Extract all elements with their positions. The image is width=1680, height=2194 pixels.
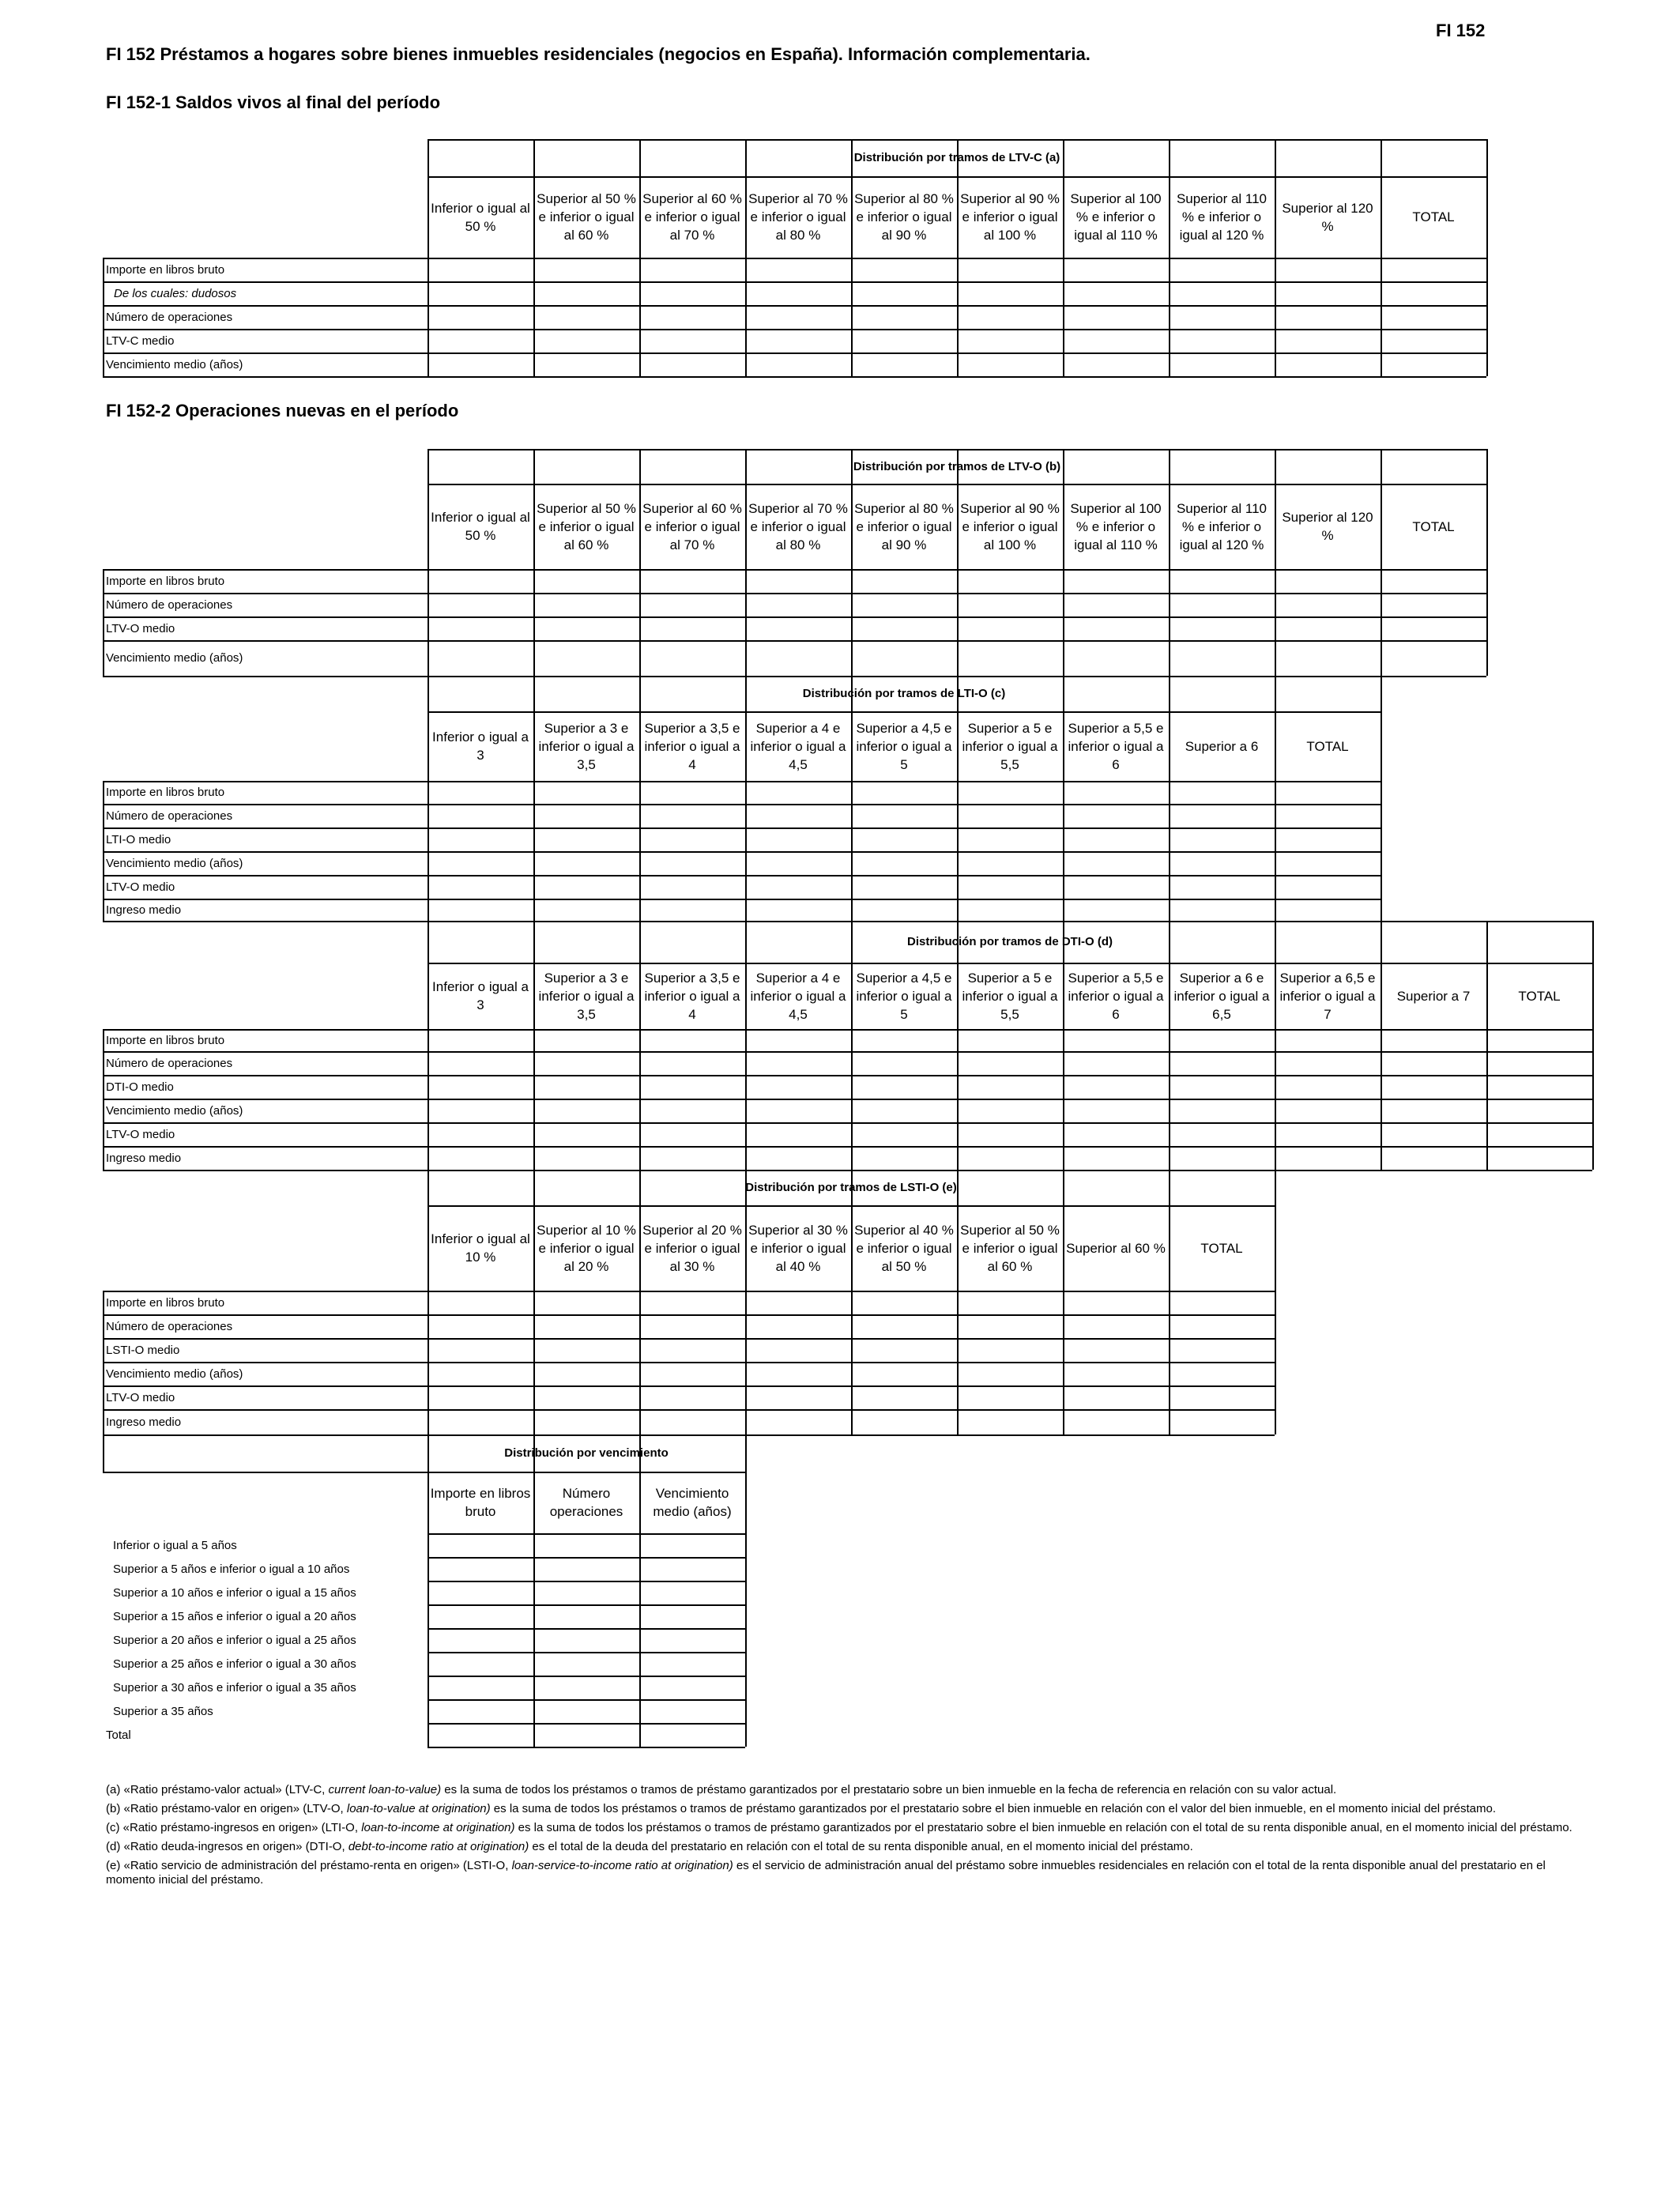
footnotes	[106, 1783, 1591, 1892]
ltvo-row-line	[103, 593, 1486, 594]
lstio-col-header-7: TOTAL	[1200, 1240, 1243, 1256]
ltvo-col-header-0: Inferior o igual al 50 %	[431, 510, 530, 543]
ltvo-col-line	[1063, 449, 1064, 676]
ltio-row-line	[103, 851, 1381, 853]
dtio-col-line	[745, 921, 747, 1170]
ltvc-col-line	[851, 139, 853, 376]
page-title: FI 152 Préstamos a hogares sobre bienes inmuebles residenciales (negocios en España). Información complementaria.	[106, 44, 1090, 64]
ltvc-col-line	[1275, 139, 1276, 376]
ltvc-col-line	[639, 139, 641, 376]
ltio-col-line	[1063, 676, 1064, 921]
lstio-row-line	[103, 1362, 1275, 1363]
venc-left-border	[103, 1434, 104, 1472]
form-code: FI 152	[1436, 21, 1486, 40]
dtio-header-bottom	[103, 1029, 1592, 1031]
ltvc-col-line	[428, 139, 429, 376]
ltvc-col-header-2: Superior al 60 % e inferior o igual al 70 %	[642, 191, 742, 243]
dtio-row-label: Importe en libros bruto	[106, 1033, 225, 1047]
lstio-row-label: Vencimiento medio (años)	[106, 1367, 243, 1381]
venc-col-line	[428, 1434, 429, 1747]
ltvc-col-header-5: Superior al 90 % e inferior o igual al 100 %	[960, 191, 1060, 243]
dtio-row-line	[103, 1146, 1592, 1148]
venc-col-line	[745, 1434, 747, 1747]
venc-row-label: Superior a 15 años e inferior o igual a 20 años	[113, 1609, 356, 1623]
ltio-row-line	[103, 827, 1381, 829]
dtio-row-label: Vencimiento medio (años)	[106, 1103, 243, 1118]
ltio-col-line	[533, 676, 535, 921]
ltio-row-label: Vencimiento medio (años)	[106, 856, 243, 870]
lstio-col-header-4: Superior al 40 % e inferior o igual al 50 %	[854, 1222, 954, 1274]
ltvo-col-line	[428, 449, 429, 676]
ltvc-col-line	[1381, 139, 1382, 376]
venc-row-line	[428, 1747, 745, 1748]
footnote-d: (d) «Ratio deuda-ingresos en origen» (DTI-O, debt-to-income ratio at origination) es el total de la deuda del prestatario en relación con el total de su renta disponible anual, en el momento inicial del préstamo.	[106, 1840, 1193, 1853]
ltvo-col-line	[1381, 449, 1382, 676]
lstio-col-header-1: Superior al 10 % e inferior o igual al 20 %	[537, 1222, 636, 1274]
venc-row-line	[428, 1628, 745, 1630]
lstio-col-header-2: Superior al 20 % e inferior o igual al 30 %	[642, 1222, 742, 1274]
venc-row-line	[428, 1557, 745, 1559]
ltvc-row-line	[103, 305, 1486, 307]
ltvc-col-header-8: Superior al 120 %	[1282, 200, 1373, 234]
ltvc-col-header-3: Superior al 70 % e inferior o igual al 80 %	[748, 191, 848, 243]
lstio-col-header-3: Superior al 30 % e inferior o igual al 40 %	[748, 1222, 848, 1274]
ltvc-col-header-9: TOTAL	[1412, 209, 1455, 224]
ltvc-row-label: De los cuales: dudosos	[114, 286, 237, 300]
ltvo-col-header-8: Superior al 120 %	[1282, 510, 1373, 543]
dtio-col-line	[1169, 921, 1170, 1170]
section-1-title: FI 152-1 Saldos vivos al final del período	[106, 92, 441, 112]
dtio-col-header-8: Superior a 6,5 e inferior o igual a 7	[1279, 970, 1376, 1022]
ltvo-col-header-7: Superior al 110 % e inferior o igual al 120 %	[1176, 500, 1268, 552]
dtio-col-line	[1275, 921, 1276, 1170]
dtio-col-header-7: Superior a 6 e inferior o igual a 6,5	[1173, 970, 1270, 1022]
venc-row-label: Superior a 35 años	[113, 1704, 213, 1718]
lstio-col-header-0: Inferior o igual al 10 %	[431, 1231, 530, 1265]
ltio-col-header-2: Superior a 3,5 e inferior o igual a 4	[644, 720, 740, 772]
dtio-col-line	[639, 921, 641, 1170]
ltvo-col-line	[533, 449, 535, 676]
venc-row-label: Superior a 20 años e inferior o igual a 25 años	[113, 1633, 356, 1647]
footnote-e: (e) «Ratio servicio de administración del préstamo-renta en origen» (LSTI-O, loan-service-to-income ratio at origination) es el servicio de administración anual del préstamo sobre inmuebles residenciales en relación con el total de la renta disponible anual del prestatario en el momento inicial del préstamo.	[106, 1859, 1546, 1887]
dtio-col-line	[1486, 921, 1488, 1170]
dtio-col-header-9: Superior a 7	[1396, 988, 1471, 1004]
ltvo-col-line	[851, 449, 853, 676]
ltio-row-label: Importe en libros bruto	[106, 786, 225, 799]
ltio-header-bottom	[103, 781, 1381, 782]
ltvc-col-header-6: Superior al 100 % e inferior o igual al 110 %	[1070, 191, 1162, 243]
ltvo-col-line	[1275, 449, 1276, 676]
venc-row-line	[428, 1652, 745, 1653]
ltvc-col-line	[957, 139, 959, 376]
venc-col-line	[533, 1434, 535, 1747]
ltio-col-header-5: Superior a 5 e inferior o igual a 5,5	[962, 720, 1058, 772]
venc-col-line	[639, 1434, 641, 1747]
dtio-col-header-2: Superior a 3,5 e inferior o igual a 4	[644, 970, 740, 1022]
dtio-col-line	[428, 921, 429, 1170]
ltvc-col-line	[533, 139, 535, 376]
venc-row-line	[428, 1604, 745, 1606]
dtio-col-line	[533, 921, 535, 1170]
ltvo-col-header-2: Superior al 60 % e inferior o igual al 70 %	[642, 500, 742, 552]
venc-col-header-2: Vencimiento medio (años)	[653, 1486, 732, 1519]
dtio-row-line	[103, 1075, 1592, 1076]
ltio-col-line	[1169, 676, 1170, 921]
ltvo-row-label: Vencimiento medio (años)	[106, 651, 243, 665]
dtio-row-line	[103, 1099, 1592, 1100]
ltvc-row-line	[103, 281, 1486, 283]
ltvo-header-bottom	[103, 569, 1486, 571]
ltio-row-line	[103, 899, 1381, 900]
ltvc-left-border	[103, 258, 104, 376]
ltvc-group-header: Distribución por tramos de LTV-C (a)	[853, 151, 1060, 164]
lstio-header-bottom	[103, 1291, 1275, 1292]
footnote-b: (b) «Ratio préstamo-valor en origen» (LTV-O, loan-to-value at origination) es la suma de todos los préstamos o tramos de préstamo garantizados por el prestatario sobre el bien inmueble en relación con el valor del bien inmueble, en el momento inicial del préstamo.	[106, 1802, 1496, 1815]
ltvc-col-line	[745, 139, 747, 376]
lstio-row-line	[103, 1314, 1275, 1316]
ltvc-row-label: Vencimiento medio (años)	[106, 357, 243, 371]
dtio-col-line	[851, 921, 853, 1170]
venc-row-line	[428, 1676, 745, 1677]
ltio-col-line	[428, 676, 429, 921]
lstio-col-header-6: Superior al 60 %	[1066, 1240, 1166, 1256]
ltio-col-header-6: Superior a 5,5 e inferior o igual a 6	[1068, 720, 1164, 772]
ltvc-col-header-1: Superior al 50 % e inferior o igual al 60 %	[537, 191, 636, 243]
lstio-col-line	[957, 1170, 959, 1434]
lstio-row-label: Ingreso medio	[106, 1415, 182, 1429]
venc-header-bottom	[428, 1533, 745, 1535]
ltvo-col-line	[957, 449, 959, 676]
lstio-col-line	[639, 1170, 641, 1434]
ltio-row-label: LTI-O medio	[106, 832, 171, 846]
lstio-row-label: LSTI-O medio	[106, 1343, 180, 1357]
lstio-row-label: Importe en libros bruto	[106, 1295, 225, 1310]
ltio-group-header: Distribución por tramos de LTI-O (c)	[802, 687, 1006, 700]
ltvo-group-header: Distribución por tramos de LTV-O (b)	[853, 459, 1061, 473]
ltvc-col-line	[1063, 139, 1064, 376]
ltvo-col-line	[1486, 449, 1488, 676]
ltvo-col-line	[1169, 449, 1170, 676]
ltvc-row-label: Importe en libros bruto	[106, 262, 225, 277]
ltvo-col-header-3: Superior al 70 % e inferior o igual al 80 %	[748, 500, 848, 552]
lstio-col-line	[745, 1170, 747, 1434]
venc-row-line	[428, 1699, 745, 1701]
dtio-col-line	[957, 921, 959, 1170]
ltvc-col-line	[1169, 139, 1170, 376]
ltvo-col-header-9: TOTAL	[1412, 518, 1455, 534]
ltio-row-label: LTV-O medio	[106, 880, 175, 894]
ltvo-col-header-4: Superior al 80 % e inferior o igual al 90 %	[854, 500, 954, 552]
ltvc-row-line	[103, 352, 1486, 354]
ltvc-row-line	[103, 376, 1486, 378]
ltio-col-line	[851, 676, 853, 921]
venc-row-label: Total	[106, 1728, 131, 1742]
ltvo-col-header-6: Superior al 100 % e inferior o igual al 110 %	[1070, 500, 1162, 552]
ltvo-col-line	[745, 449, 747, 676]
venc-row-label: Inferior o igual a 5 años	[113, 1538, 237, 1552]
ltio-row-label: Ingreso medio	[106, 903, 182, 917]
venc-row-label: Superior a 10 años e inferior o igual a 15 años	[113, 1585, 356, 1600]
ltio-col-header-0: Inferior o igual a 3	[432, 729, 529, 763]
ltio-col-header-7: Superior a 6	[1185, 738, 1259, 754]
ltvo-row-line	[103, 640, 1486, 642]
ltvo-row-label: Número de operaciones	[106, 598, 233, 612]
ltio-col-line	[1275, 676, 1276, 921]
ltvc-row-label: Número de operaciones	[106, 310, 233, 324]
footnote-c: (c) «Ratio préstamo-ingresos en origen» (LTI-O, loan-to-income at origination) es la suma de todos los préstamos o tramos de préstamo garantizados por el prestatario sobre el bien inmueble en relación con el total de su renta disponible anual, en el momento inicial del préstamo.	[106, 1821, 1573, 1834]
venc-col-header-1: Número operaciones	[549, 1486, 623, 1519]
lstio-row-label: Número de operaciones	[106, 1319, 233, 1333]
ltvc-row-line	[103, 329, 1486, 330]
ltio-col-line	[639, 676, 641, 921]
dtio-row-label: LTV-O medio	[106, 1127, 175, 1141]
dtio-row-line	[103, 1122, 1592, 1124]
footnote-a: (a) «Ratio préstamo-valor actual» (LTV-C, current loan-to-value) es la suma de todos los préstamos o tramos de préstamo garantizados por el prestatario sobre un bien inmueble en la fecha de referencia en relación con su valor actual.	[106, 1783, 1337, 1796]
ltvo-col-header-1: Superior al 50 % e inferior o igual al 60 %	[537, 500, 636, 552]
lstio-group-header: Distribución por tramos de LSTI-O (e)	[745, 1181, 957, 1194]
dtio-row-label: DTI-O medio	[106, 1080, 174, 1094]
dtio-row-line	[103, 1051, 1592, 1053]
venc-group-header: Distribución por vencimiento	[504, 1446, 669, 1460]
ltio-row-line	[103, 804, 1381, 805]
dtio-group-header: Distribución por tramos de DTI-O (d)	[906, 935, 1113, 948]
ltio-col-header-1: Superior a 3 e inferior o igual a 3,5	[538, 720, 635, 772]
lstio-col-line	[851, 1170, 853, 1434]
ltio-col-line	[1381, 676, 1382, 921]
dtio-col-header-4: Superior a 4,5 e inferior o igual a 5	[856, 970, 952, 1022]
dtio-row-label: Ingreso medio	[106, 1151, 182, 1165]
venc-row-label: Superior a 30 años e inferior o igual a 35 años	[113, 1680, 356, 1695]
dtio-col-line	[1381, 921, 1382, 1170]
lstio-row-label: LTV-O medio	[106, 1390, 175, 1404]
ltvo-row-line	[103, 616, 1486, 618]
dtio-col-header-5: Superior a 5 e inferior o igual a 5,5	[962, 970, 1058, 1022]
ltio-row-label: Número de operaciones	[106, 809, 233, 823]
lstio-col-line	[533, 1170, 535, 1434]
dtio-col-header-0: Inferior o igual a 3	[432, 979, 529, 1012]
ltvo-row-label: Importe en libros bruto	[106, 574, 225, 588]
dtio-row-label: Número de operaciones	[106, 1056, 233, 1070]
ltvc-col-line	[1486, 139, 1488, 376]
dtio-col-header-1: Superior a 3 e inferior o igual a 3,5	[538, 970, 635, 1022]
ltvc-row-label: LTV-C medio	[106, 334, 175, 348]
ltvc-header-bottom	[103, 258, 1486, 259]
ltio-col-header-4: Superior a 4,5 e inferior o igual a 5	[856, 720, 952, 772]
dtio-col-line	[1063, 921, 1064, 1170]
lstio-row-line	[103, 1338, 1275, 1340]
ltio-col-header-8: TOTAL	[1306, 738, 1349, 754]
dtio-col-header-3: Superior a 4 e inferior o igual a 4,5	[750, 970, 846, 1022]
lstio-col-header-5: Superior al 50 % e inferior o igual al 60 %	[960, 1222, 1060, 1274]
ltvo-row-label: LTV-O medio	[106, 621, 175, 635]
ltvo-col-line	[639, 449, 641, 676]
ltvo-col-header-5: Superior al 90 % e inferior o igual al 100 %	[960, 500, 1060, 552]
venc-col-header-0: Importe en libros bruto	[430, 1486, 531, 1519]
ltvc-col-header-0: Inferior o igual al 50 %	[431, 200, 530, 234]
ltio-row-line	[103, 875, 1381, 876]
ltio-col-header-3: Superior a 4 e inferior o igual a 4,5	[750, 720, 846, 772]
dtio-col-header-10: TOTAL	[1518, 988, 1561, 1004]
lstio-col-line	[428, 1170, 429, 1434]
ltio-col-line	[745, 676, 747, 921]
lstio-col-line	[1275, 1170, 1276, 1434]
section-2-title: FI 152-2 Operaciones nuevas en el período	[106, 401, 459, 420]
lstio-row-line	[103, 1409, 1275, 1411]
lstio-col-line	[1169, 1170, 1170, 1434]
venc-row-line	[428, 1723, 745, 1725]
venc-row-label: Superior a 5 años e inferior o igual a 10 años	[113, 1562, 350, 1576]
lstio-col-line	[1063, 1170, 1064, 1434]
ltvo-left-border	[103, 569, 104, 676]
dtio-col-header-6: Superior a 5,5 e inferior o igual a 6	[1068, 970, 1164, 1022]
lstio-row-line	[103, 1385, 1275, 1387]
ltvc-col-header-4: Superior al 80 % e inferior o igual al 90 %	[854, 191, 954, 243]
ltvc-col-header-7: Superior al 110 % e inferior o igual al 120 %	[1176, 191, 1268, 243]
ltio-col-line	[957, 676, 959, 921]
dtio-col-line	[1592, 921, 1594, 1170]
venc-row-label: Superior a 25 años e inferior o igual a 30 años	[113, 1657, 356, 1671]
venc-row-line	[428, 1581, 745, 1582]
